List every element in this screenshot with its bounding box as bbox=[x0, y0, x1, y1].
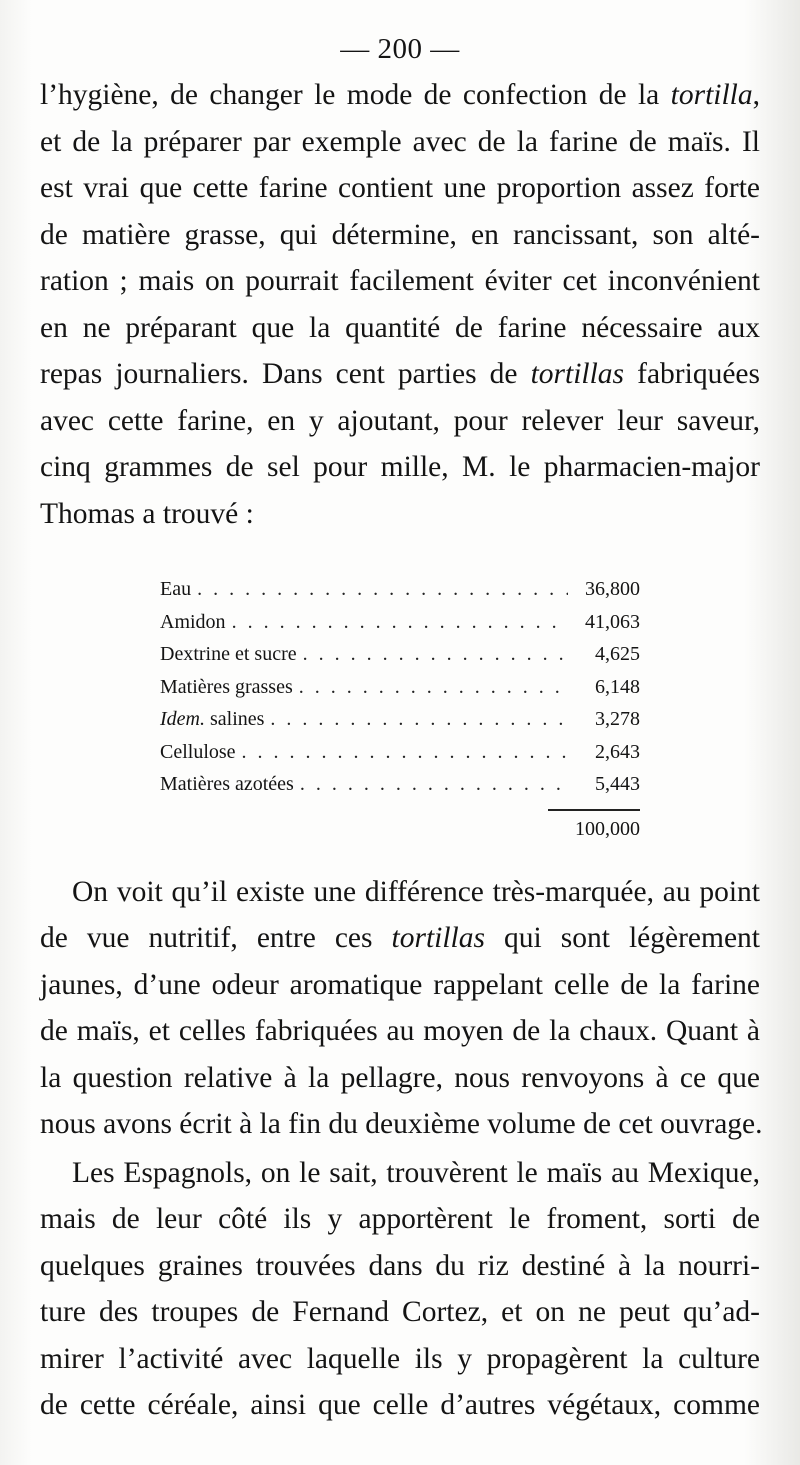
text-line: de vue nutritif, entre ces tortillas qui sont légèrement bbox=[40, 922, 760, 954]
text-line: la question relative à la pellagre, nous renvoyons à ce que bbox=[40, 1061, 760, 1094]
row-value: 2,643 bbox=[595, 740, 640, 763]
leader-dots bbox=[232, 606, 568, 639]
text-line: quelques graines trouvées dans du riz destiné à la nourri- bbox=[40, 1249, 760, 1282]
leader-dots bbox=[270, 703, 568, 736]
text-line: Les Espagnols, on le sait, trouvèrent le maïs au Mexique, bbox=[72, 1156, 760, 1189]
text-line: mais de leur côté ils y apportèrent le froment, sorti de bbox=[40, 1203, 760, 1235]
text-line: cinq grammes de sel pour mille, M. le pharmacien-major bbox=[40, 451, 760, 483]
text-line: On voit qu’il existe une différence très-marquée, au point bbox=[72, 875, 760, 908]
row-value: 36,800 bbox=[585, 578, 640, 600]
text-line: en ne préparant que la quantité de farine nécessaire aux bbox=[40, 311, 760, 344]
leader-dots bbox=[299, 671, 568, 704]
row-value: 6,148 bbox=[595, 675, 640, 698]
text-line: Thomas a trouvé : bbox=[40, 497, 254, 530]
row-label: Amidon bbox=[160, 610, 226, 633]
row-label: Matières azotées bbox=[160, 773, 294, 795]
table-row bbox=[160, 573, 640, 606]
row-label: Eau bbox=[160, 578, 192, 600]
leader-dots bbox=[300, 768, 568, 801]
table-total: 100,000 bbox=[575, 817, 640, 840]
row-label: Dextrine et sucre bbox=[160, 643, 297, 665]
row-value: 41,063 bbox=[585, 610, 640, 633]
paragraph-1 bbox=[40, 72, 760, 537]
leader-dots bbox=[242, 736, 568, 769]
table-row bbox=[160, 606, 640, 639]
leader-dots bbox=[303, 638, 568, 671]
text-line: de matière grasse, qui détermine, en rancissant, son alté- bbox=[40, 218, 760, 251]
text-line: mirer l’activité avec laquelle ils y propagèrent la culture bbox=[40, 1342, 760, 1375]
spacer bbox=[40, 847, 760, 869]
row-label: Matières grasses bbox=[160, 675, 293, 698]
row-label-italic: Idem. bbox=[160, 708, 205, 730]
leader-dots bbox=[197, 573, 568, 606]
table-row bbox=[160, 768, 640, 801]
text-line: de cette céréale, ainsi que celle d’autres végétaux, comme bbox=[40, 1389, 760, 1421]
page-number: — 200 — bbox=[340, 33, 460, 65]
table-row bbox=[160, 703, 640, 736]
table-row bbox=[160, 638, 640, 671]
composition-table bbox=[160, 573, 640, 847]
row-label bbox=[160, 703, 264, 736]
text-line: est vrai que cette farine contient une proportion assez forte bbox=[40, 172, 760, 204]
text-line: jaunes, d’une odeur aromatique rappelant celle de la farine bbox=[40, 968, 760, 1001]
text-line: et de la préparer par exemple avec de la farine de maïs. Il bbox=[40, 125, 760, 158]
row-value: 5,443 bbox=[595, 773, 640, 795]
row-value: 3,278 bbox=[595, 708, 640, 730]
text-line: avec cette farine, en y ajoutant, pour relever leur saveur, bbox=[40, 404, 760, 437]
text-line: l’hygiène, de changer le mode de confection de la tortilla, bbox=[40, 79, 760, 111]
text-line: de maïs, et celles fabriquées au moyen de la chaux. Quant à bbox=[40, 1015, 760, 1047]
table-row bbox=[160, 736, 640, 769]
text-line: repas journaliers. Dans cent parties de tortillas fabriquées bbox=[40, 358, 760, 390]
row-value: 4,625 bbox=[595, 643, 640, 665]
text-line: ture des troupes de Fernand Cortez, et on ne peut qu’ad- bbox=[40, 1296, 760, 1328]
paragraph-3 bbox=[40, 1150, 760, 1429]
paragraph-2 bbox=[40, 869, 763, 1148]
row-label-rest: salines bbox=[204, 708, 265, 730]
text-line: ration ; mais on pourrait facilement éviter cet inconvénient bbox=[40, 265, 760, 297]
row-label: Cellulose bbox=[160, 740, 236, 763]
table-row bbox=[160, 671, 640, 704]
text-line: nous avons écrit à la fin du deuxième volume de cet ouvrage. bbox=[40, 1108, 763, 1140]
